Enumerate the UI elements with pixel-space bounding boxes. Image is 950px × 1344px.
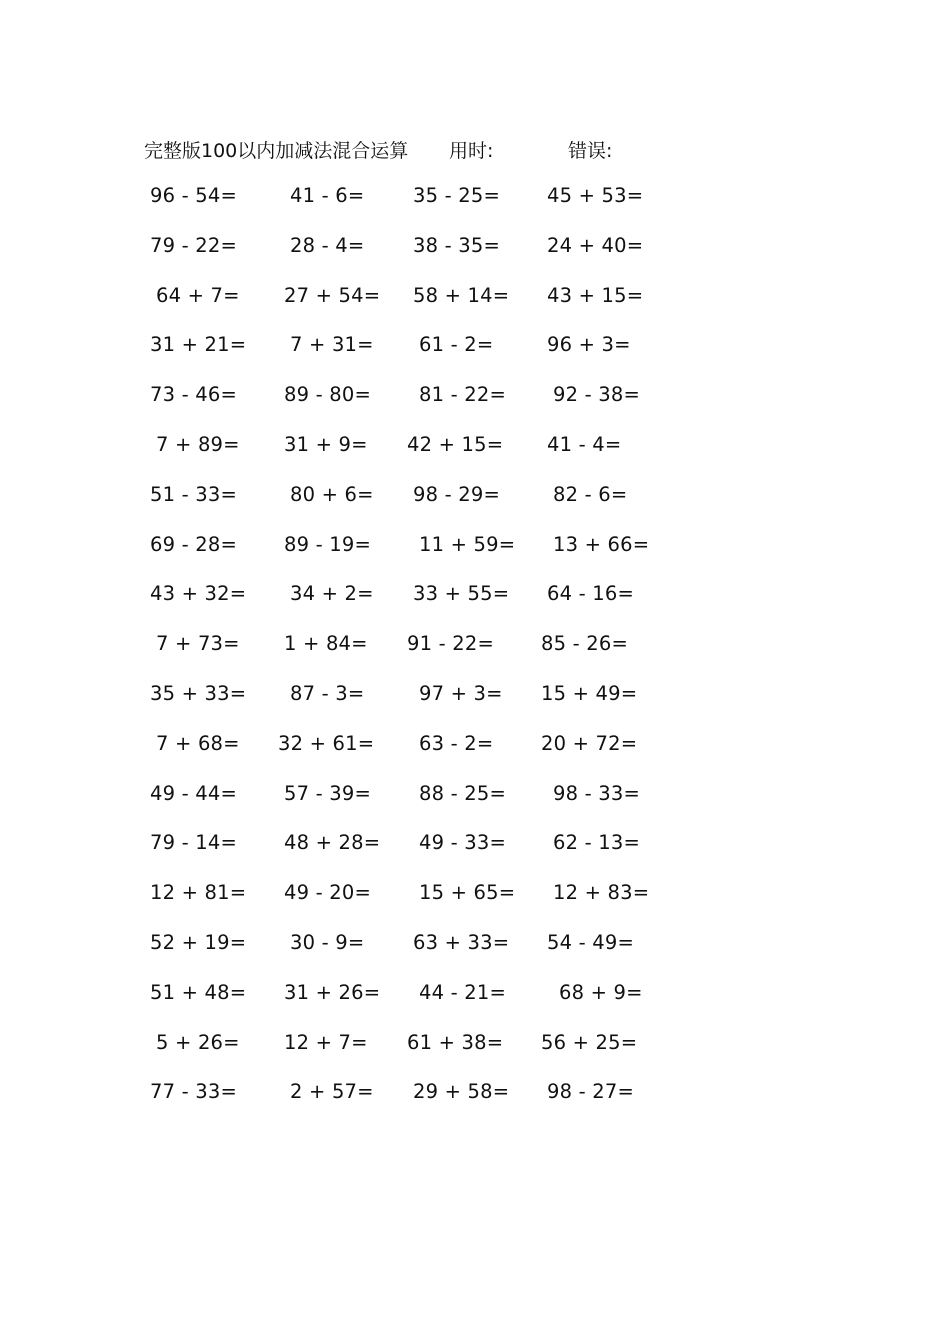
error-label: 错误: <box>568 140 613 162</box>
problem-grid <box>0 184 950 1130</box>
problem-item: 33 + 55= <box>413 582 510 606</box>
problem-item: 51 - 33= <box>150 482 237 506</box>
problem-item: 49 - 33= <box>419 831 506 855</box>
problem-item: 11 + 59= <box>419 532 516 556</box>
problem-row <box>0 1031 950 1081</box>
problem-row <box>0 931 950 981</box>
worksheet-header <box>0 136 950 166</box>
problem-item: 64 + 7= <box>156 283 240 307</box>
worksheet-title: 完整版100以内加减法混合运算 <box>144 140 409 162</box>
problem-item: 35 + 33= <box>150 681 247 705</box>
problem-item: 98 - 27= <box>547 1080 634 1104</box>
problem-row <box>0 533 950 583</box>
problem-row <box>0 234 950 284</box>
problem-item: 52 + 19= <box>150 930 247 954</box>
problem-item: 7 + 73= <box>156 632 240 656</box>
problem-item: 12 + 83= <box>553 881 650 905</box>
problem-item: 7 + 31= <box>290 333 374 357</box>
problem-item: 61 - 2= <box>419 333 494 357</box>
problem-row <box>0 582 950 632</box>
problem-item: 88 - 25= <box>419 781 506 805</box>
problem-item: 85 - 26= <box>541 632 628 656</box>
problem-item: 89 - 80= <box>284 383 371 407</box>
problem-item: 31 + 9= <box>284 432 368 456</box>
problem-item: 41 - 4= <box>547 432 622 456</box>
problem-item: 43 + 32= <box>150 582 247 606</box>
problem-item: 89 - 19= <box>284 532 371 556</box>
problem-item: 31 + 21= <box>150 333 247 357</box>
problem-row <box>0 782 950 832</box>
problem-item: 58 + 14= <box>413 283 510 307</box>
problem-item: 62 - 13= <box>553 831 640 855</box>
problem-item: 57 - 39= <box>284 781 371 805</box>
problem-item: 7 + 89= <box>156 432 240 456</box>
problem-row <box>0 483 950 533</box>
problem-item: 31 + 26= <box>284 980 381 1004</box>
problem-item: 28 - 4= <box>290 233 365 257</box>
problem-item: 49 - 20= <box>284 881 371 905</box>
problem-row <box>0 732 950 782</box>
problem-item: 38 - 35= <box>413 233 500 257</box>
problem-row <box>0 682 950 732</box>
problem-item: 34 + 2= <box>290 582 374 606</box>
problem-item: 48 + 28= <box>284 831 381 855</box>
problem-item: 12 + 81= <box>150 881 247 905</box>
problem-item: 41 - 6= <box>290 184 365 207</box>
problem-item: 98 - 29= <box>413 482 500 506</box>
problem-item: 81 - 22= <box>419 383 506 407</box>
problem-item: 63 + 33= <box>413 930 510 954</box>
problem-item: 96 - 54= <box>150 184 237 207</box>
problem-item: 87 - 3= <box>290 681 365 705</box>
problem-item: 68 + 9= <box>559 980 643 1004</box>
problem-item: 32 + 61= <box>278 731 375 755</box>
problem-item: 96 + 3= <box>547 333 631 357</box>
problem-item: 24 + 40= <box>547 233 644 257</box>
problem-item: 45 + 53= <box>547 184 644 207</box>
problem-item: 30 - 9= <box>290 930 365 954</box>
problem-item: 15 + 65= <box>419 881 516 905</box>
problem-row <box>0 333 950 383</box>
problem-item: 91 - 22= <box>407 632 494 656</box>
problem-item: 79 - 22= <box>150 233 237 257</box>
problem-item: 54 - 49= <box>547 930 634 954</box>
problem-item: 15 + 49= <box>541 681 638 705</box>
problem-item: 98 - 33= <box>553 781 640 805</box>
problem-item: 13 + 66= <box>553 532 650 556</box>
problem-row <box>0 184 950 234</box>
problem-item: 79 - 14= <box>150 831 237 855</box>
problem-item: 35 - 25= <box>413 184 500 207</box>
problem-row <box>0 981 950 1031</box>
problem-item: 49 - 44= <box>150 781 237 805</box>
problem-row <box>0 284 950 334</box>
problem-item: 82 - 6= <box>553 482 628 506</box>
problem-item: 27 + 54= <box>284 283 381 307</box>
problem-item: 97 + 3= <box>419 681 503 705</box>
problem-item: 73 - 46= <box>150 383 237 407</box>
problem-item: 2 + 57= <box>290 1080 374 1104</box>
problem-item: 51 + 48= <box>150 980 247 1004</box>
problem-item: 42 + 15= <box>407 432 504 456</box>
problem-item: 56 + 25= <box>541 1030 638 1054</box>
problem-item: 77 - 33= <box>150 1080 237 1104</box>
problem-item: 44 - 21= <box>419 980 506 1004</box>
problem-row <box>0 433 950 483</box>
problem-item: 43 + 15= <box>547 283 644 307</box>
problem-row <box>0 383 950 433</box>
problem-item: 63 - 2= <box>419 731 494 755</box>
time-label: 用时: <box>449 140 494 162</box>
problem-item: 64 - 16= <box>547 582 634 606</box>
problem-item: 29 + 58= <box>413 1080 510 1104</box>
problem-row <box>0 632 950 682</box>
problem-item: 80 + 6= <box>290 482 374 506</box>
problem-item: 20 + 72= <box>541 731 638 755</box>
problem-item: 92 - 38= <box>553 383 640 407</box>
problem-item: 7 + 68= <box>156 731 240 755</box>
problem-item: 12 + 7= <box>284 1030 368 1054</box>
problem-item: 1 + 84= <box>284 632 368 656</box>
problem-row <box>0 1080 950 1130</box>
problem-item: 69 - 28= <box>150 532 237 556</box>
problem-row <box>0 831 950 881</box>
problem-row <box>0 881 950 931</box>
problem-item: 61 + 38= <box>407 1030 504 1054</box>
problem-item: 5 + 26= <box>156 1030 240 1054</box>
